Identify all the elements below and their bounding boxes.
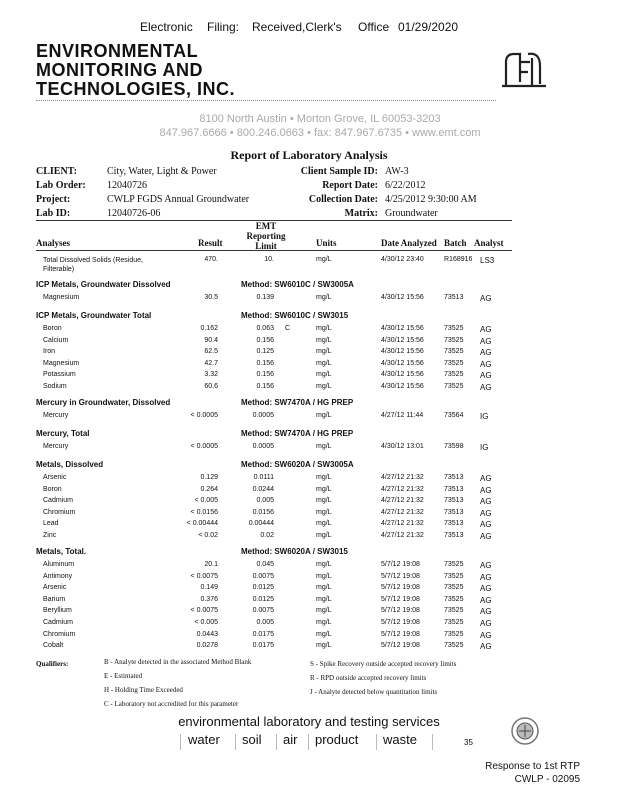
result: 0.376 — [200, 595, 218, 603]
analyst: AG — [480, 508, 492, 518]
col-result: Result — [198, 238, 223, 248]
reporting-limit: 0.0175 — [252, 630, 274, 638]
analyst: AG — [480, 383, 492, 392]
filing-label: Filing: — [207, 20, 240, 34]
address-line1: 8100 North Austin • Morton Grove, IL 60053-3203 — [199, 113, 441, 125]
date-analyzed: 5/7/12 19:08 — [381, 584, 420, 592]
table-row — [0, 497, 618, 508]
filing-received: Received,Clerk's — [252, 20, 342, 34]
sample-id-value: AW-3 — [385, 166, 409, 177]
units: mg/L — [316, 572, 332, 580]
date-analyzed: 5/7/12 19:08 — [381, 595, 420, 603]
col-analyst: Analyst — [474, 238, 504, 248]
result: 0.129 — [200, 474, 218, 481]
analyst: AG — [480, 630, 492, 640]
result: < 0.00444 — [186, 520, 218, 528]
qualifier-j: J - Analyte detected below quantitation limits — [310, 688, 438, 696]
analyte: Iron — [43, 348, 56, 356]
reporting-limit: 0.0005 — [252, 443, 274, 450]
table-row — [0, 294, 618, 305]
section-title: ICP Metals, Groundwater Total — [36, 311, 152, 320]
section-title: Metals, Dissolved — [36, 460, 104, 469]
col-date-analyzed: Date Analyzed — [381, 238, 437, 248]
qualifier-b: B - Analyte detected in the associated Method Blank — [104, 658, 252, 666]
analyte: Cobalt — [43, 642, 64, 650]
company-name-line1: ENVIRONMENTAL — [36, 41, 199, 61]
qualifiers-label: Qualifiers: — [36, 660, 69, 668]
analyte: Boron — [43, 485, 62, 493]
project-value: CWLP FGDS Annual Groundwater — [107, 194, 250, 205]
date-analyzed: 4/30/12 15:56 — [381, 359, 424, 367]
units: mg/L — [316, 256, 332, 263]
client-value: City, Water, Light & Power — [107, 166, 217, 177]
analyst: AG — [480, 294, 492, 303]
footer-divider — [276, 734, 277, 750]
result: 20.1 — [204, 561, 218, 568]
table-row — [0, 412, 618, 423]
table-row — [0, 642, 618, 653]
col-units: Units — [316, 238, 337, 248]
footer-divider — [432, 734, 433, 750]
batch: 73513 — [444, 520, 464, 528]
analyte — [43, 256, 143, 274]
table-row — [0, 360, 618, 371]
analyte: Mercury — [43, 412, 69, 419]
response-line2: CWLP - 02095 — [514, 774, 580, 785]
analyst: AG — [480, 584, 492, 594]
table-row — [0, 371, 618, 382]
reporting-limit: 0.0075 — [252, 607, 274, 615]
qualifier: C — [285, 325, 291, 332]
units: mg/L — [316, 497, 332, 505]
result: < 0.0075 — [190, 607, 218, 615]
result: < 0.02 — [198, 532, 218, 539]
result: < 0.005 — [194, 619, 218, 626]
batch: 73525 — [444, 371, 464, 379]
date-analyzed: 5/7/12 19:08 — [381, 607, 420, 615]
service-product: product — [315, 732, 359, 747]
qualifier-e: E - Estimated — [104, 672, 143, 680]
qualifier-s: S - Spike Recovery outside accepted recovery limits — [310, 660, 457, 668]
units: mg/L — [316, 520, 332, 528]
batch: 73564 — [444, 412, 464, 419]
col-batch: Batch — [444, 238, 467, 248]
analyst: AG — [480, 474, 492, 483]
analyst: LS3 — [480, 256, 495, 265]
service-air: air — [283, 732, 298, 747]
analyte: Chromium — [43, 630, 76, 638]
reporting-limit: 0.0156 — [252, 508, 274, 516]
lab-id-label: Lab ID: — [36, 208, 71, 219]
reporting-limit: 0.02 — [260, 532, 274, 539]
batch: 73525 — [444, 561, 464, 568]
batch: 73525 — [444, 383, 464, 390]
units: mg/L — [316, 443, 332, 450]
units: mg/L — [316, 383, 332, 390]
analyte: Arsenic — [43, 584, 67, 592]
col-rl-line2: Reporting — [246, 231, 286, 241]
table-row — [0, 561, 618, 572]
qualifier-h: H - Holding Time Exceeded — [104, 686, 183, 694]
analyst: AG — [480, 619, 492, 628]
footer-tagline: environmental laboratory and testing services — [178, 714, 440, 729]
date-analyzed: 4/27/12 21:32 — [381, 474, 424, 481]
analyst: AG — [480, 607, 492, 617]
batch: 73513 — [444, 474, 464, 481]
col-analyses: Analyses — [36, 238, 71, 248]
reporting-limit: 0.0175 — [252, 642, 274, 650]
batch: 73525 — [444, 619, 464, 626]
response-stamp — [485, 760, 580, 786]
analyte: Sodium — [43, 383, 67, 390]
date-analyzed: 4/30/12 15:56 — [381, 348, 424, 356]
batch: 73525 — [444, 325, 464, 332]
response-line1: Response to 1st RTP — [485, 761, 580, 772]
table-row — [0, 573, 618, 584]
date-analyzed: 5/7/12 19:08 — [381, 619, 420, 626]
date-analyzed: 4/30/12 15:56 — [381, 325, 424, 332]
analyte: Calcium — [43, 336, 69, 344]
result: 42.7 — [204, 359, 218, 367]
report-date-label: Report Date: — [322, 180, 378, 191]
reporting-limit: 0.0075 — [252, 572, 274, 580]
units: mg/L — [316, 412, 332, 419]
result: 0.149 — [200, 584, 218, 592]
units: mg/L — [316, 485, 332, 493]
section-title: Metals, Total. — [36, 547, 87, 556]
batch: 73525 — [444, 584, 464, 592]
analyte: Aluminum — [43, 561, 75, 568]
header-divider — [36, 100, 496, 101]
result: < 0.0005 — [190, 443, 218, 450]
analyst: AG — [480, 485, 492, 495]
analyst: AG — [480, 497, 492, 507]
analyst: AG — [480, 325, 492, 334]
date-analyzed: 4/30/12 15:56 — [381, 294, 424, 301]
date-analyzed: 4/27/12 21:32 — [381, 485, 424, 493]
result: 62.5 — [204, 348, 218, 356]
filing-office: Office — [358, 20, 390, 34]
reporting-limit: 10. — [264, 256, 274, 263]
analyte: Boron — [43, 325, 62, 332]
reporting-limit: 0.0125 — [252, 584, 274, 592]
footer-divider — [235, 734, 236, 750]
lab-id-value: 12040726-06 — [107, 208, 161, 219]
analyst: AG — [480, 642, 492, 652]
analyst: AG — [480, 520, 492, 530]
date-analyzed: 4/30/12 23:40 — [381, 256, 424, 263]
batch: 73513 — [444, 497, 464, 505]
result: 0.264 — [200, 485, 218, 493]
units: mg/L — [316, 508, 332, 516]
section-method: Method: SW6020A / SW3005A — [241, 460, 354, 469]
batch: 73525 — [444, 642, 464, 650]
service-water: water — [188, 732, 220, 747]
batch: 73525 — [444, 336, 464, 344]
lab-order-value: 12040726 — [107, 180, 147, 191]
result: 3.32 — [204, 371, 218, 379]
units: mg/L — [316, 532, 332, 539]
analyst: AG — [480, 336, 492, 346]
date-analyzed: 5/7/12 19:08 — [381, 561, 420, 568]
date-analyzed: 4/27/12 21:32 — [381, 520, 424, 528]
units: mg/L — [316, 359, 332, 367]
batch: 73525 — [444, 630, 464, 638]
reporting-limit: 0.0125 — [252, 595, 274, 603]
reporting-limit: 0.156 — [256, 383, 274, 390]
batch: 73513 — [444, 508, 464, 516]
analyte: Cadmium — [43, 619, 73, 626]
col-reporting-limit — [236, 221, 296, 251]
footer-divider — [376, 734, 377, 750]
section-method: Method: SW6020A / SW3015 — [241, 547, 348, 556]
table-row — [0, 348, 618, 359]
units: mg/L — [316, 474, 332, 481]
date-analyzed: 4/30/12 15:56 — [381, 336, 424, 344]
section-method: Method: SW7470A / HG PREP — [241, 429, 354, 438]
table-row — [0, 520, 618, 531]
reporting-limit: 0.00444 — [248, 520, 274, 528]
units: mg/L — [316, 294, 332, 301]
analyte: Cadmium — [43, 497, 73, 505]
project-label: Project: — [36, 194, 71, 205]
units: mg/L — [316, 607, 332, 615]
matrix-value: Groundwater — [385, 208, 438, 219]
units: mg/L — [316, 336, 332, 344]
company-address — [140, 112, 500, 140]
batch: 73525 — [444, 607, 464, 615]
reporting-limit: 0.156 — [256, 359, 274, 367]
result: 470. — [204, 256, 218, 263]
accreditation-seal-icon — [510, 716, 540, 746]
table-row — [0, 474, 618, 485]
units: mg/L — [316, 642, 332, 650]
sample-id-label: Client Sample ID: — [300, 166, 378, 177]
analyst: AG — [480, 532, 492, 541]
table-row — [0, 532, 618, 543]
units: mg/L — [316, 595, 332, 603]
reporting-limit: 0.005 — [256, 497, 274, 505]
analyst: AG — [480, 572, 492, 582]
batch: 73598 — [444, 443, 464, 450]
batch: 73513 — [444, 294, 464, 301]
date-analyzed: 4/30/12 15:56 — [381, 371, 424, 379]
client-label: CLIENT: — [36, 166, 77, 177]
result: 0.0443 — [196, 630, 218, 638]
table-row — [0, 631, 618, 642]
address-line2: 847.967.6666 • 800.246.0663 • fax: 847.967.6735 • www.emt.com — [159, 127, 481, 139]
reporting-limit: 0.156 — [256, 371, 274, 379]
footer-divider — [180, 734, 181, 750]
batch: 73525 — [444, 359, 464, 367]
date-analyzed: 5/7/12 19:08 — [381, 642, 420, 650]
table-row — [0, 443, 618, 454]
company-name-line2: MONITORING AND — [36, 60, 203, 80]
batch: 73513 — [444, 532, 464, 539]
analyte: Potassium — [43, 371, 76, 379]
analyte: Mercury — [43, 443, 69, 450]
section-title: Mercury, Total — [36, 429, 90, 438]
result: < 0.005 — [194, 497, 218, 505]
reporting-limit: 0.139 — [256, 294, 274, 301]
result: 90.4 — [204, 336, 218, 344]
analyte: Magnesium — [43, 359, 80, 367]
table-row — [0, 596, 618, 607]
company-name — [36, 42, 235, 99]
reporting-limit: 0.0244 — [252, 485, 274, 493]
table-row — [0, 584, 618, 595]
section-method: Method: SW6010C / SW3005A — [241, 280, 354, 289]
matrix-label: Matrix: — [344, 208, 378, 219]
table-row — [0, 509, 618, 520]
filing-electronic: Electronic — [140, 20, 193, 34]
reporting-limit: 0.063 — [256, 325, 274, 332]
company-name-line3: TECHNOLOGIES, INC. — [36, 79, 236, 99]
collection-date-label: Collection Date: — [308, 194, 378, 205]
batch: 73525 — [444, 572, 464, 580]
col-rl-line3: Limit — [255, 241, 277, 251]
emt-logo-icon — [500, 48, 548, 90]
analyte: Magnesium — [43, 294, 80, 301]
analyst: AG — [480, 359, 492, 369]
date-analyzed: 4/27/12 21:32 — [381, 497, 424, 505]
batch: R168916 — [444, 256, 473, 263]
analyte-line2: Filterable) — [43, 266, 75, 273]
date-analyzed: 4/27/12 21:32 — [381, 532, 424, 539]
section-method: Method: SW7470A / HG PREP — [241, 398, 354, 407]
analyte: Arsenic — [43, 474, 67, 481]
result: < 0.0156 — [190, 508, 218, 516]
reporting-limit: 0.125 — [256, 348, 274, 356]
units: mg/L — [316, 371, 332, 379]
analyte: Barium — [43, 595, 66, 603]
date-analyzed: 4/27/12 11:44 — [381, 412, 424, 419]
result: 30.5 — [204, 294, 218, 301]
table-row — [0, 256, 618, 273]
batch: 73513 — [444, 485, 464, 493]
batch: 73525 — [444, 595, 464, 603]
reporting-limit: 0.005 — [256, 619, 274, 626]
date-analyzed: 5/7/12 19:08 — [381, 572, 420, 580]
reporting-limit: 0.0111 — [253, 474, 274, 481]
date-analyzed: 4/30/12 15:56 — [381, 383, 424, 390]
service-waste: waste — [383, 732, 417, 747]
report-title: Report of Laboratory Analysis — [230, 148, 388, 162]
service-soil: soil — [242, 732, 262, 747]
analyte: Lead — [43, 520, 59, 528]
reporting-limit: 0.045 — [256, 561, 274, 568]
analyst: IG — [480, 443, 489, 452]
units: mg/L — [316, 619, 332, 626]
units: mg/L — [316, 348, 332, 356]
section-title: Mercury in Groundwater, Dissolved — [36, 398, 171, 407]
analyst: AG — [480, 595, 492, 605]
units: mg/L — [316, 584, 332, 592]
result: 0.0278 — [196, 642, 218, 650]
analyte: Antimony — [43, 572, 73, 580]
date-analyzed: 4/27/12 21:32 — [381, 508, 424, 516]
col-rl-line1: EMT — [255, 221, 277, 231]
result: < 0.0005 — [190, 412, 218, 419]
analyte-line1: Total Dissolved Solids (Residue, — [43, 257, 143, 264]
date-analyzed: 4/30/12 13:01 — [381, 443, 424, 450]
analyst: IG — [480, 412, 489, 421]
units: mg/L — [316, 561, 332, 568]
qualifier-r: R - RPD outside accepted recovery limits — [310, 674, 427, 682]
result: 0.162 — [200, 325, 218, 332]
result: 60.6 — [204, 383, 218, 390]
table-row — [0, 337, 618, 348]
table-row — [0, 607, 618, 618]
analyte: Zinc — [43, 532, 57, 539]
reporting-limit: 0.156 — [256, 336, 274, 344]
table-row — [0, 383, 618, 394]
table-row — [0, 325, 618, 336]
filing-date: 01/29/2020 — [398, 20, 459, 34]
report-date-value: 6/22/2012 — [385, 180, 426, 191]
section-method: Method: SW6010C / SW3015 — [241, 311, 349, 320]
reporting-limit: 0.0005 — [252, 412, 274, 419]
analyst: AG — [480, 371, 492, 381]
date-analyzed: 5/7/12 19:08 — [381, 630, 420, 638]
analyst: AG — [480, 561, 492, 570]
units: mg/L — [316, 630, 332, 638]
batch: 73525 — [444, 348, 464, 356]
table-row — [0, 486, 618, 497]
analyte: Beryllium — [43, 607, 72, 615]
footer-divider — [308, 734, 309, 750]
analyte: Chromium — [43, 508, 76, 516]
analyst: AG — [480, 348, 492, 358]
collection-date-value: 4/25/2012 9:30:00 AM — [385, 194, 477, 205]
header-rule — [36, 250, 512, 251]
qualifier-c: C - Laboratory not accredited for this parameter — [104, 700, 239, 708]
table-row — [0, 619, 618, 630]
page-number: 35 — [464, 738, 473, 747]
units: mg/L — [316, 325, 332, 332]
lab-order-label: Lab Order: — [36, 180, 86, 191]
section-title: ICP Metals, Groundwater Dissolved — [36, 280, 171, 289]
result: < 0.0075 — [190, 572, 218, 580]
